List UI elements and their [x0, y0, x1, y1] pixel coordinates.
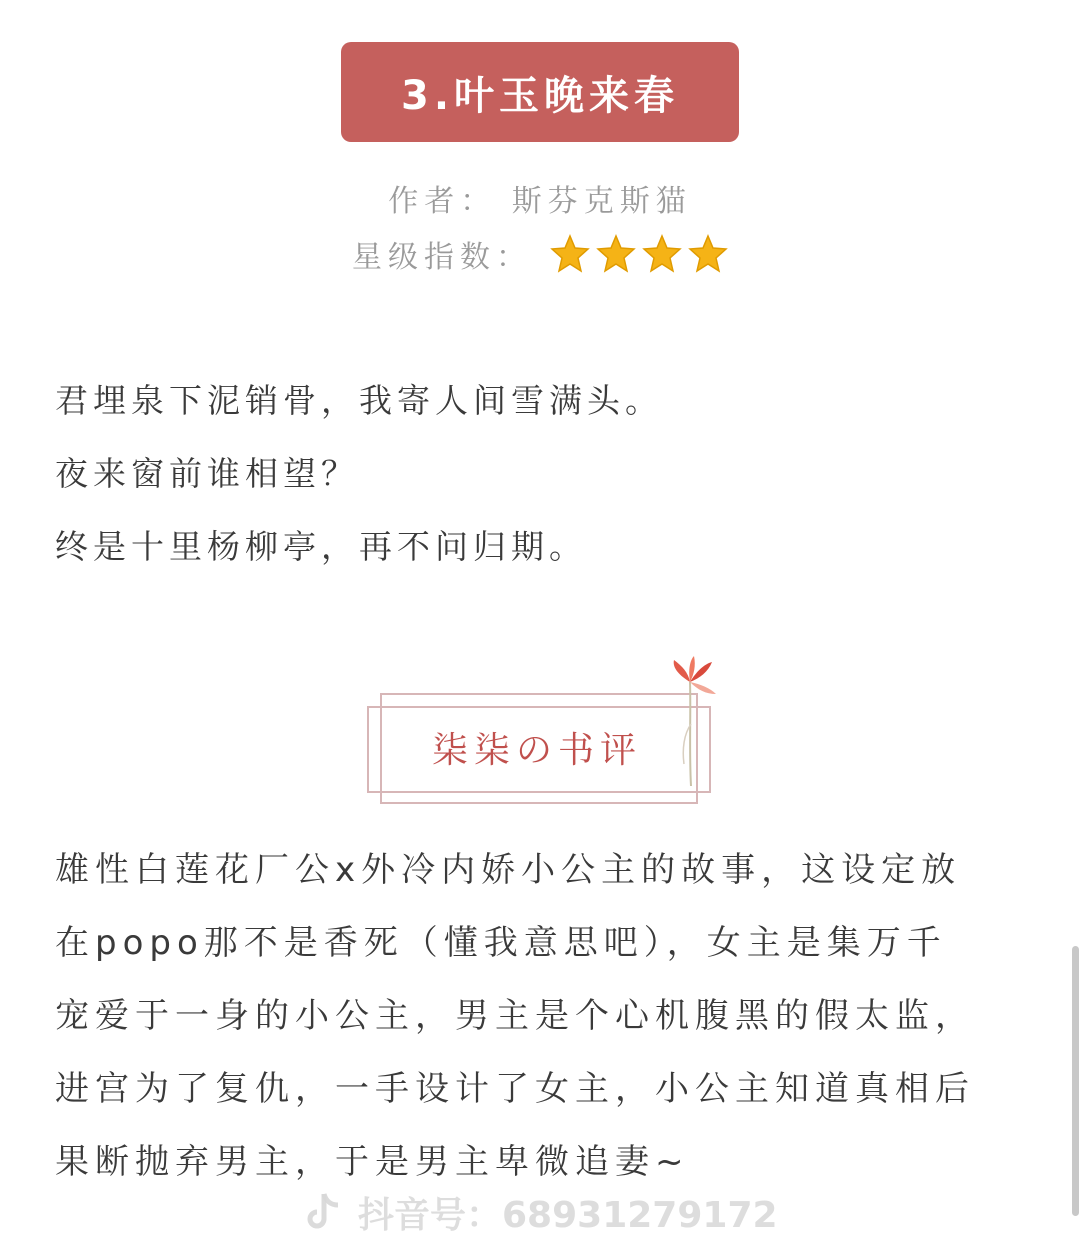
review-line: 果断抛弃男主，于是男主卑微追妻~ [55, 1142, 690, 1182]
title-banner [341, 42, 739, 142]
watermark [300, 1186, 790, 1238]
author-line: 作者： 斯芬克斯猫 [388, 184, 692, 219]
review-line: 宠爱于一身的小公主，男主是个心机腹黑的假太监， [55, 996, 975, 1036]
review-body [55, 834, 1030, 1199]
poem [55, 364, 663, 583]
review-line: 雄性白莲花厂公x外冷内娇小公主的故事，这设定放 [55, 850, 962, 890]
poem-line: 终是十里杨柳亭，再不问归期。 [55, 527, 587, 566]
tiktok-icon [300, 1190, 344, 1234]
review-line: 进宫为了复仇，一手设计了女主，小公主知道真相后 [55, 1069, 975, 1109]
review-line: 在popo那不是香死（懂我意思吧），女主是集万千 [55, 923, 947, 963]
flower-icon [660, 654, 720, 789]
rating-line [0, 232, 1080, 276]
star-icon [642, 234, 682, 274]
poem-line: 君埋泉下泥销骨，我寄人间雪满头。 [55, 381, 663, 420]
rating-stars [550, 234, 728, 274]
star-icon [596, 234, 636, 274]
poem-line: 夜来窗前谁相望？ [55, 454, 359, 493]
star-icon [550, 234, 590, 274]
scrollbar[interactable] [1072, 946, 1079, 1216]
watermark-text: 抖音号：68931279172 [358, 1194, 778, 1236]
page-title: 3.叶玉晚来春 [400, 72, 680, 119]
star-icon [688, 234, 728, 274]
rating-label: 星级指数： [352, 240, 532, 275]
review-heading: 柒柒の书评 [431, 730, 642, 771]
